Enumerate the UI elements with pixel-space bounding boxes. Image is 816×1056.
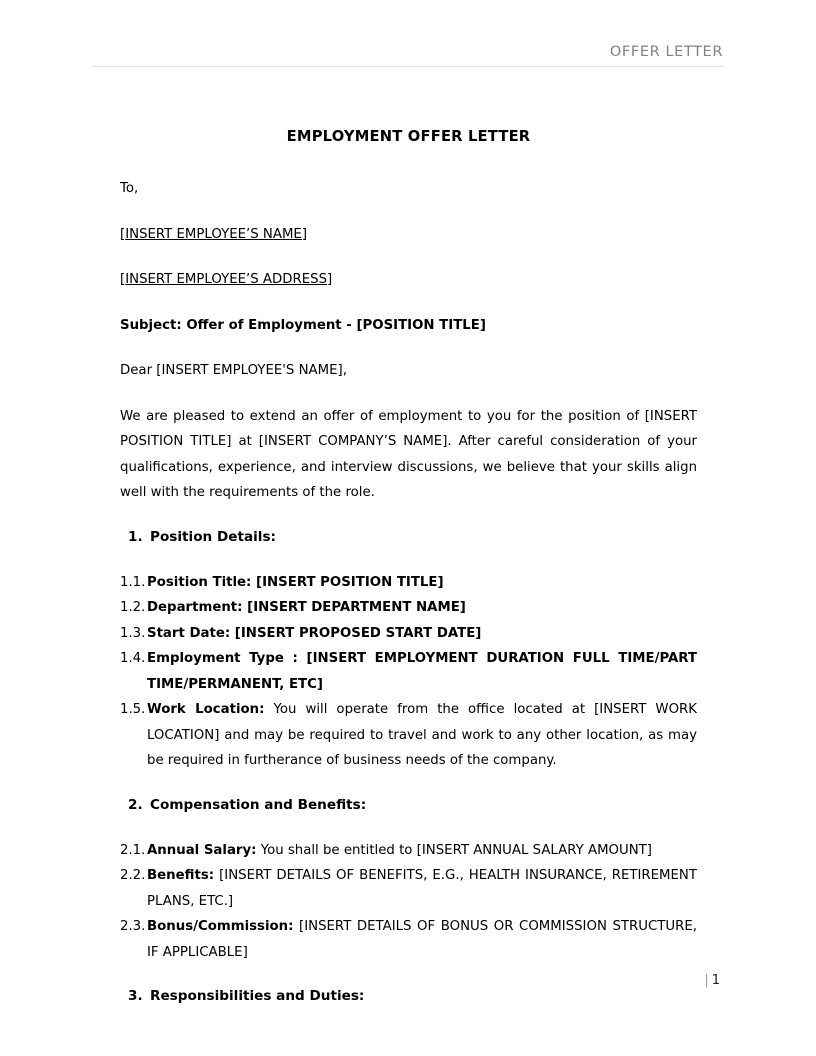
list-item-body <box>147 697 697 774</box>
section-number: 2. <box>128 796 143 813</box>
header-label: OFFER LETTER <box>609 44 723 60</box>
list-item-body <box>147 914 697 965</box>
page-header <box>93 42 723 67</box>
list-marker: 2.2. <box>120 868 146 883</box>
page-number: 1 <box>711 973 720 988</box>
item-label: Start Date: <box>147 625 231 641</box>
item-text: [INSERT DETAILS OF BONUS OR COMMISSION STRUCTURE, IF APPLICABLE] <box>147 919 697 960</box>
list-item-body <box>147 626 481 641</box>
bracket-close: ] <box>327 272 333 287</box>
item-text: [INSERT DETAILS OF BENEFITS, E.G., HEALTH INSURANCE, RETIREMENT PLANS, ETC.] <box>147 868 697 909</box>
page-footer <box>120 972 720 990</box>
recipient-name-line <box>120 222 697 248</box>
list-item <box>120 621 697 647</box>
list-item <box>120 914 697 965</box>
list-item <box>120 570 697 596</box>
item-label: Bonus/Commission: <box>147 919 294 934</box>
bracket-open: [ <box>120 226 126 242</box>
section-title: Responsibilities and Duties: <box>150 988 365 1004</box>
footer-separator: | <box>704 973 709 988</box>
section-2-items <box>120 838 697 966</box>
document-body <box>120 126 697 1029</box>
list-item-body <box>147 843 652 858</box>
list-marker: 1.4. <box>120 651 146 666</box>
item-label: Work Location: <box>147 702 265 717</box>
bracket-open: [ <box>120 272 126 287</box>
list-marker: 1.1. <box>120 574 146 590</box>
recipient-address-placeholder: INSERT EMPLOYEE’S ADDRESS <box>125 272 328 287</box>
list-item-body: Employment Type : [INSERT EMPLOYMENT DURATION FULL TIME/PART TIME/PERMANENT, ETC] <box>147 651 697 692</box>
list-marker: 2.3. <box>120 919 146 934</box>
item-label: Position Title: <box>147 574 252 590</box>
header-divider <box>93 66 723 67</box>
section-title: Position Details: <box>150 528 276 545</box>
list-marker: 1.3. <box>120 625 146 641</box>
list-item <box>120 863 697 914</box>
section-number: 1. <box>128 528 143 545</box>
list-item-body <box>147 600 466 615</box>
item-label: Annual Salary: <box>147 842 257 858</box>
item-text: [INSERT PROPOSED START DATE] <box>230 625 482 641</box>
recipient-name-placeholder: INSERT EMPLOYEE’S NAME <box>125 226 302 242</box>
greeting-line: Dear [INSERT EMPLOYEE'S NAME], <box>120 363 347 378</box>
list-item <box>120 838 697 864</box>
page-title: EMPLOYMENT OFFER LETTER <box>286 128 531 145</box>
list-item-body <box>147 863 697 914</box>
section-number: 3. <box>128 988 143 1004</box>
item-text: [INSERT DEPARTMENT NAME] <box>242 600 466 615</box>
section-title: Compensation and Benefits: <box>150 796 367 813</box>
bracket-close: ] <box>301 226 308 242</box>
list-item <box>120 697 697 774</box>
section-1-items <box>120 570 697 774</box>
list-marker: 1.5. <box>120 702 146 717</box>
salutation-to: To, <box>120 181 139 196</box>
item-label: Department: <box>147 600 243 615</box>
item-text: You shall be entitled to [INSERT ANNUAL SALARY AMOUNT] <box>256 842 652 858</box>
section-heading-1 <box>120 526 697 548</box>
list-item <box>120 646 697 697</box>
item-text: You will operate from the office located at [INSERT WORK LOCATION] and may be required to travel and work to any other location, as may be required in furtherance of business needs of the company. <box>147 702 697 768</box>
item-text: [INSERT POSITION TITLE] <box>251 574 444 590</box>
list-marker: 2.1. <box>120 842 146 858</box>
section-heading-2 <box>120 794 697 816</box>
list-item-body <box>147 575 444 590</box>
recipient-address-line <box>120 267 697 293</box>
list-marker: 1.2. <box>120 600 146 615</box>
item-label: Benefits: <box>147 868 215 883</box>
subject-line: Subject: Offer of Employment - [POSITION TITLE] <box>120 317 486 333</box>
list-item <box>120 595 697 621</box>
intro-paragraph: We are pleased to extend an offer of employment to you for the position of [INSERT POSITION TITLE] at [INSERT COMPANY’S NAME]. After careful consideration of your qualifications, experience, and interview discussions, we believe that your skills align well with the requirements of the role. <box>120 408 697 500</box>
